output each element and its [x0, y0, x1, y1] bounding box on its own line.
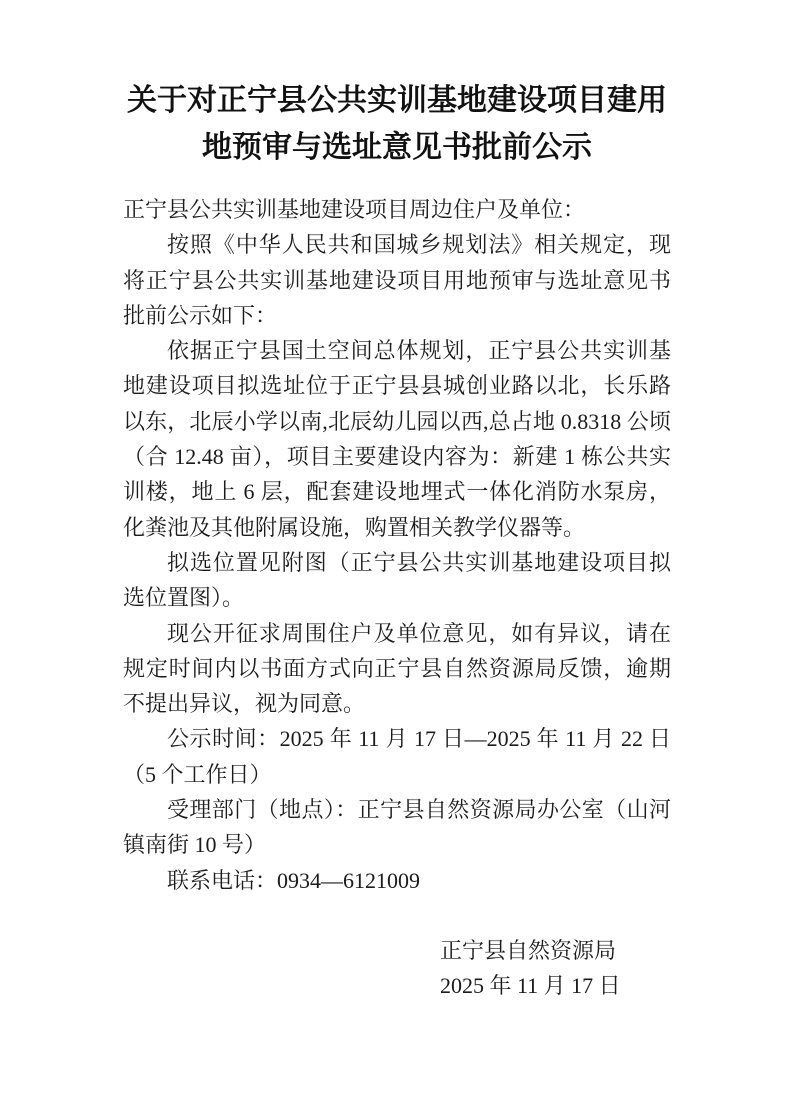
signature-organization: 正宁县自然资源局: [440, 937, 617, 963]
paragraph-legal-basis: 按照《中华人民共和国城乡规划法》相关规定，现将正宁县公共实训基地建设项目用地预审与选址意见书批前公示如下：: [123, 232, 671, 328]
notice-title-line-2: 地预审与选址意见书批前公示: [202, 131, 592, 164]
notice-title-line-1: 关于对正宁县公共实训基地建设项目建用: [127, 84, 667, 117]
salutation-line: 正宁县公共实训基地建设项目周边住户及单位：: [123, 197, 586, 222]
notice-title: [123, 77, 671, 171]
paragraph-acceptance-department: 受理部门（地点）：正宁县自然资源局办公室（山河镇南街 10 号）: [123, 797, 671, 858]
paragraph-project-description: 依据正宁县国土空间总体规划，正宁县公共实训基地建设项目拟选址位于正宁县县城创业路以北，长乐路以东，北辰小学以南,北辰幼儿园以西,总占地 0.8318 公顷（合 12.48 亩），项目主要建设内容为：新建 1 栋公共实训楼，地上 6 层，配套建设地埋式一体化消防水泵房，化粪池及其他附属设施，购置相关教学仪器等。: [123, 338, 671, 540]
paragraph-publicity-period: 公示时间：2025 年 11 月 17 日—2025 年 11 月 22 日（5 个工作日）: [123, 726, 671, 787]
paragraph-location-map-note: 拟选位置见附图（正宁县公共实训基地建设项目拟选位置图）。: [123, 549, 671, 611]
signature-date: 2025 年 11 月 17 日: [440, 973, 621, 999]
paragraph-feedback-request: 现公开征求周围住户及单位意见，如有异议，请在规定时间内以书面方式向正宁县自然资源局反馈，逾期不提出异议，视为同意。: [123, 620, 671, 717]
notice-body: [123, 192, 671, 898]
signature-block: [440, 933, 671, 1004]
paragraph-contact-phone: 联系电话：0934—6121009: [167, 867, 421, 893]
